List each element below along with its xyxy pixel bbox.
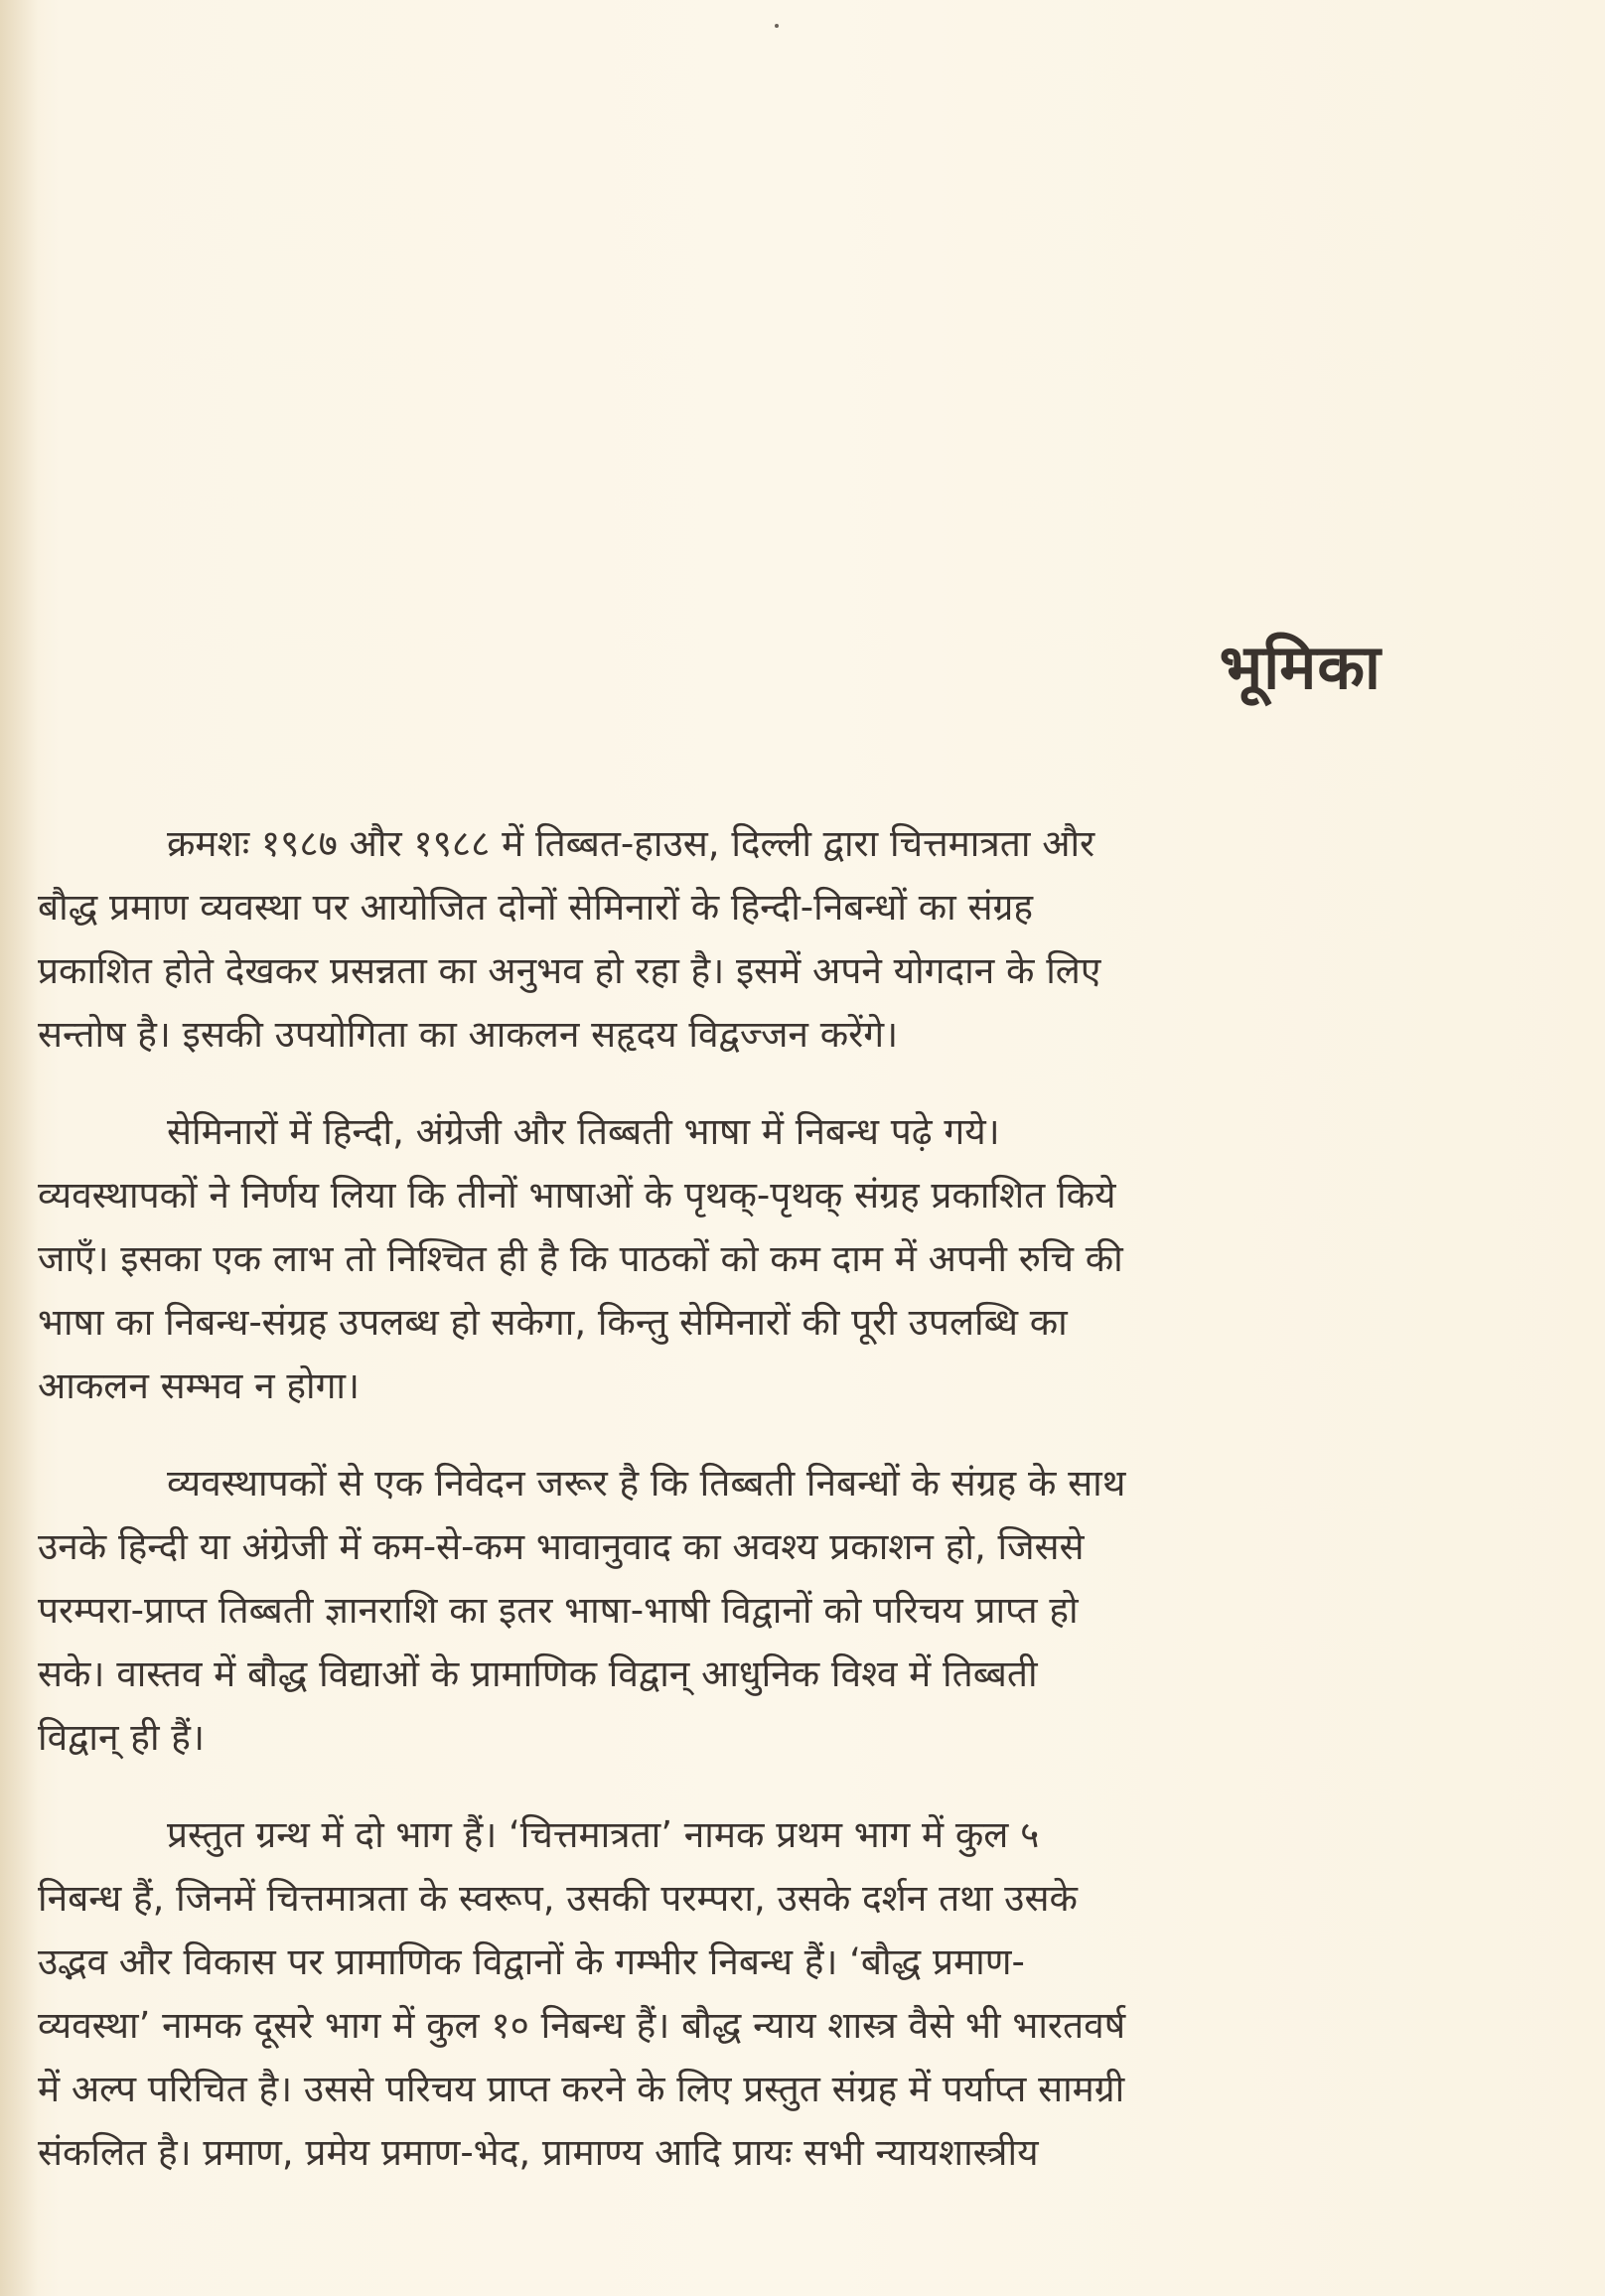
paragraph-4 bbox=[38, 1803, 1390, 2185]
text-line: उद्भव और विकास पर प्रामाणिक विद्वानों के गम्भीर निबन्ध हैं। ‘बौद्ध प्रमाण- bbox=[38, 1940, 1025, 1983]
text-line: संकलित है। प्रमाण, प्रमेय प्रमाण-भेद, प्रामाण्य आदि प्रायः सभी न्यायशास्त्रीय bbox=[38, 2131, 1039, 2174]
page-title: भूमिका bbox=[1219, 631, 1382, 703]
text-line: व्यवस्थापकों ने निर्णय लिया कि तीनों भाषाओं के पृथक्-पृथक् संग्रह प्रकाशित किये bbox=[38, 1174, 1116, 1217]
text-line: क्रमशः १९८७ और १९८८ में तिब्बत-हाउस, दिल्ली द्वारा चित्तमात्रता और bbox=[167, 822, 1095, 865]
paragraph-2 bbox=[38, 1100, 1390, 1418]
paragraph-1 bbox=[38, 812, 1390, 1067]
body-text bbox=[38, 812, 1390, 2219]
text-line: परम्परा-प्राप्त तिब्बती ज्ञानराशि का इतर भाषा-भाषी विद्वानों को परिचय प्राप्त हो bbox=[38, 1589, 1079, 1632]
text-line: आकलन सम्भव न होगा। bbox=[38, 1364, 361, 1407]
text-line: में अल्प परिचित है। उससे परिचय प्राप्त करने के लिए प्रस्तुत संग्रह में पर्याप्त सामग्री bbox=[38, 2068, 1125, 2110]
text-line: प्रस्तुत ग्रन्थ में दो भाग हैं। ‘चित्तमात्रता’ नामक प्रथम भाग में कुल ५ bbox=[167, 1813, 1040, 1856]
text-line: प्रकाशित होते देखकर प्रसन्नता का अनुभव हो रहा है। इसमें अपने योगदान के लिए bbox=[38, 949, 1101, 992]
text-line: सके। वास्तव में बौद्ध विद्याओं के प्रामाणिक विद्वान् आधुनिक विश्व में तिब्बती bbox=[38, 1652, 1038, 1695]
ink-speck bbox=[775, 24, 779, 28]
text-line: उनके हिन्दी या अंग्रेजी में कम-से-कम भावानुवाद का अवश्य प्रकाशन हो, जिससे bbox=[38, 1525, 1085, 1568]
text-line: बौद्ध प्रमाण व्यवस्था पर आयोजित दोनों सेमिनारों के हिन्दी-निबन्धों का संग्रह bbox=[38, 886, 1034, 929]
text-line: विद्वान् ही हैं। bbox=[38, 1716, 205, 1759]
text-line: व्यवस्था’ नामक दूसरे भाग में कुल १० निबन्ध हैं। बौद्ध न्याय शास्त्र वैसे भी भारतवर्ष bbox=[38, 2004, 1126, 2047]
text-line: जाएँ। इसका एक लाभ तो निश्चित ही है कि पाठकों को कम दाम में अपनी रुचि की bbox=[38, 1237, 1123, 1280]
text-line: निबन्ध हैं, जिनमें चित्तमात्रता के स्वरूप, उसकी परम्परा, उसके दर्शन तथा उसके bbox=[38, 1877, 1078, 1920]
text-line: व्यवस्थापकों से एक निवेदन जरूर है कि तिब्बती निबन्धों के संग्रह के साथ bbox=[167, 1462, 1126, 1505]
text-line: सेमिनारों में हिन्दी, अंग्रेजी और तिब्बती भाषा में निबन्ध पढ़े गये। bbox=[167, 1110, 1000, 1153]
text-line: भाषा का निबन्ध-संग्रह उपलब्ध हो सकेगा, किन्तु सेमिनारों की पूरी उपलब्धि का bbox=[38, 1301, 1068, 1344]
text-line: सन्तोष है। इसकी उपयोगिता का आकलन सहृदय विद्वज्जन करेंगे। bbox=[38, 1013, 899, 1056]
paragraph-3 bbox=[38, 1452, 1390, 1770]
